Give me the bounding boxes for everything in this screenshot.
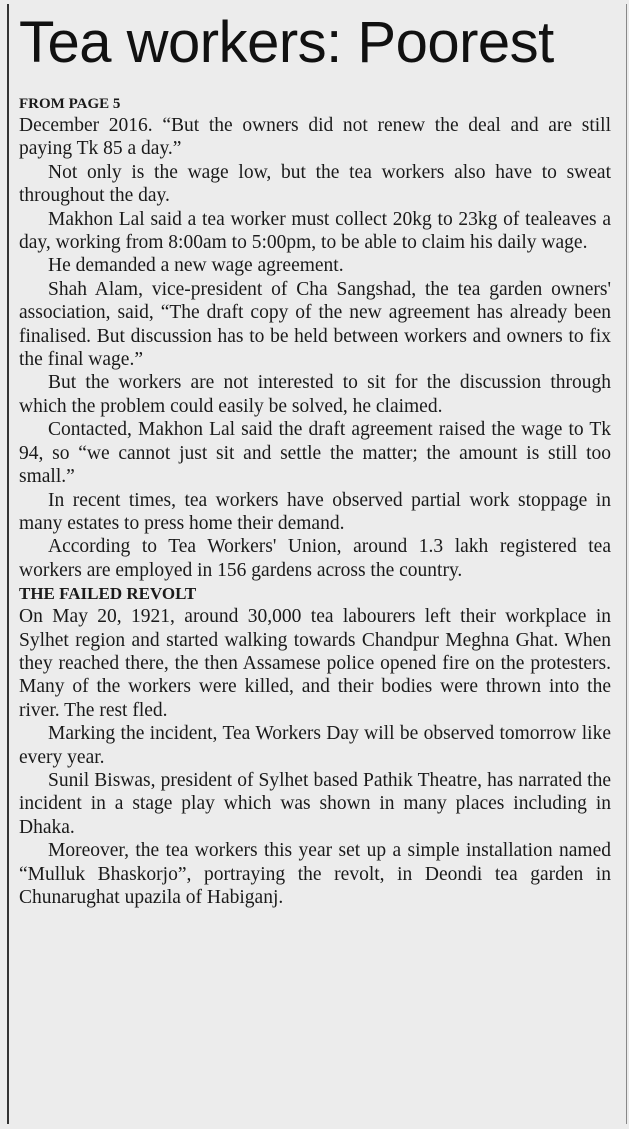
paragraph: Marking the incident, Tea Workers Day will be observed tomorrow like every year. [19,723,611,768]
paragraph: He demanded a new wage agreement. [48,255,344,277]
article-body [19,114,611,909]
paragraph: In recent times, tea workers have observed partial work stoppage in many estates to press home their demand. [19,489,611,534]
headline: Tea workers: Poorest [19,10,554,75]
continued-from-label: FROM PAGE 5 [19,96,121,112]
article [19,0,611,909]
paragraph: Sunil Biswas, president of Sylhet based Pathik Theatre, has narrated the incident in a stage play which was shown in many places including in Dhaka. [19,769,611,838]
paragraph: Shah Alam, vice-president of Cha Sangshad, the tea garden owners' association, said, “The draft copy of the new agreement has already been finalised. But discussion has to be held between workers and owners to fix the final wage.” [19,278,611,371]
paragraph: Not only is the wage low, but the tea workers also have to sweat throughout the day. [19,161,611,207]
section-subhead: THE FAILED REVOLT [19,584,197,604]
paragraph: Contacted, Makhon Lal said the draft agreement raised the wage to Tk 94, so “we cannot just sit and settle the matter; the amount is still too small.” [19,419,611,488]
paragraph: On May 20, 1921, around 30,000 tea labourers left their workplace in Sylhet region and started walking towards Chandpur Meghna Ghat. When they reached there, the then Assamese police opened fire on the protesters. Many of the workers were killed, and their bodies were thrown into the river. The rest fled. [19,606,611,721]
paragraph: According to Tea Workers' Union, around 1.3 lakh registered tea workers are employed in 156 gardens across the country. [19,536,611,581]
paragraph: Moreover, the tea workers this year set up a simple installation named “Mulluk Bhaskorjo”, portraying the revolt, in Deondi tea garden in Chunarughat upazila of Habiganj. [19,840,611,908]
paragraph: Makhon Lal said a tea worker must collect 20kg to 23kg of tealeaves a day, working from 8:00am to 5:00pm, to be able to claim his daily wage. [19,208,611,254]
paragraph: December 2016. “But the owners did not renew the deal and are still paying Tk 85 a day.” [19,115,611,160]
paragraph: But the workers are not interested to sit for the discussion through which the problem could easily be solved, he claimed. [19,372,611,417]
column-rule-right [626,4,627,1124]
column-rule-left [7,4,9,1124]
